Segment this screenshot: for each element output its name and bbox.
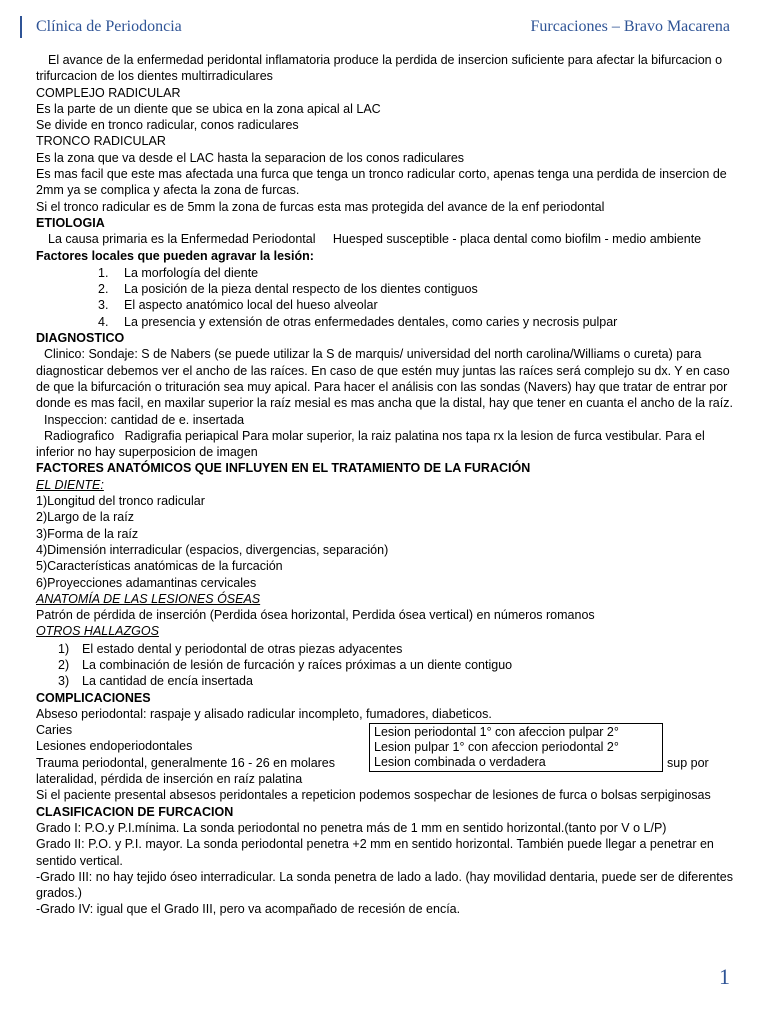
list-item: 3) La cantidad de encía insertada xyxy=(58,674,253,689)
trauma-line: Trauma periodontal, generalmente 16 - 26 en molares xyxy=(36,755,336,770)
grado-2: Grado II: P.O. y P.I. mayor. La sonda periodontal penetra +2 mm en sentido horizontal. También puede llegar a penetrar en sentido vertical. xyxy=(36,837,714,868)
etiologia-title: ETIOLOGIA xyxy=(36,215,105,230)
diente-item-6: 6)Proyecciones adamantinas cervicales xyxy=(36,575,257,590)
header-right-title: Furcaciones – Bravo Macarena xyxy=(530,18,730,35)
complejo-line-2: Se divide en tronco radicular, conos radiculares xyxy=(36,118,299,133)
otros-hallazgos-list xyxy=(36,641,736,690)
diagnostico-title: DIAGNOSTICO xyxy=(36,331,125,346)
lesiones-oseas-subtitle: ANATOMÍA DE LAS LESIONES ÓSEAS xyxy=(36,591,261,606)
document-body xyxy=(36,52,736,918)
box-line-3: Lesion combinada o verdadera xyxy=(374,755,546,770)
diagnostico-inspeccion: Inspeccion: cantidad de e. insertada xyxy=(44,412,245,427)
tronco-line-1: Es la zona que va desde el LAC hasta la separacion de los conos radiculares xyxy=(36,150,465,165)
tronco-line-3: Si el tronco radicular es de 5mm la zona de furcas esta mas protegida del avance de la enf periodontal xyxy=(36,199,605,214)
tronco-title: TRONCO RADICULAR xyxy=(36,134,166,149)
grado-3: -Grado III: no hay tejido óseo interradicular. La sonda penetra de lado a lado. (hay movilidad dentaria, puede ser de diferentes grados.) xyxy=(36,869,733,901)
page-number: 1 xyxy=(719,964,730,989)
grado-1: Grado I: P.O.y P.I.mínima. La sonda periodontal no penetra más de 1 mm en sentido horizontal.(tanto por V o L/P) xyxy=(36,820,667,835)
sup-por-text: sup por xyxy=(667,756,709,771)
diente-item-5: 5)Características anatómicas de la furcación xyxy=(36,559,283,574)
factores-list xyxy=(36,265,736,330)
diagnostico-radiografico: Radiografico Radigrafia periapical Para molar superior, la raiz palatina nos tapa rx la lesion de furca vestibular. Para el inferior no hay superposicion de imagen xyxy=(36,428,709,460)
el-diente-subtitle: EL DIENTE: xyxy=(36,477,104,492)
diente-item-2: 2)Largo de la raíz xyxy=(36,510,134,525)
box-line-2: Lesion pulpar 1° con afeccion periodontal 2° xyxy=(374,740,619,755)
abscesos-repeticion-line: Si el paciente presental absesos peridontales a repeticion podemos sospechar de lesiones de furca o bolsas serpiginosas xyxy=(36,788,711,803)
list-item: 3. El aspecto anatómico local del hueso alveolar xyxy=(98,298,378,313)
complicaciones-title: COMPLICACIONES xyxy=(36,690,151,705)
intro-paragraph: El avance de la enfermedad peridontal inflamatoria produce la perdida de insercion suficiente para afectar la bifurcacion o trifurcacion de los dientes multirradiculares xyxy=(36,53,723,84)
caries-line: Caries xyxy=(36,723,73,738)
clasificacion-title: CLASIFICACION DE FURCACION xyxy=(36,804,234,819)
header-left-title: Clínica de Periodoncia xyxy=(36,18,182,35)
diente-item-4: 4)Dimensión interradicular (espacios, divergencias, separación) xyxy=(36,542,389,557)
list-item: 2) La combinación de lesión de furcación y raíces próximas a un diente contiguo xyxy=(58,657,513,672)
endoperiodontal-box xyxy=(369,723,663,772)
factores-anatomicos-title: FACTORES ANATÓMICOS QUE INFLUYEN EN EL TRATAMIENTO DE LA FURACIÓN xyxy=(36,461,531,476)
endo-line: Lesiones endoperiodontales xyxy=(36,739,193,754)
list-item: 1) El estado dental y periodontal de otras piezas adyacentes xyxy=(58,641,403,656)
list-item: 2. La posición de la pieza dental respecto de los dientes contiguos xyxy=(98,282,478,297)
list-item: 4. La presencia y extensión de otras enfermedades dentales, como caries y necrosis pulpar xyxy=(98,314,618,329)
factores-title: Factores locales que pueden agravar la lesión: xyxy=(36,248,314,263)
diente-item-1: 1)Longitud del tronco radicular xyxy=(36,494,205,509)
diagnostico-clinico: Clinico: Sondaje: S de Nabers (se puede utilizar la S de marquis/ universidad del north carolina/Williams o cureta) para diagnosticar debemos ver el ancho de las raíces. En caso de que estén muy juntas las raíces será complejo su dx. Y en caso de que la bifurcación o trituración sea muy apical. Para hacer el análisis con las sondas (Navers) hay que tratar de entrar por donde es mas facil, en maxilar superior la raíz mesial es mas ancha que la distal, hay que tener en cuanta el ancho de la raíz. xyxy=(36,347,733,411)
page-header xyxy=(20,16,730,38)
diente-item-3: 3)Forma de la raíz xyxy=(36,526,139,541)
otros-hallazgos-subtitle: OTROS HALLAZGOS xyxy=(36,624,159,639)
complicaciones-block xyxy=(36,722,736,787)
list-item: 1. La morfología del diente xyxy=(98,265,259,280)
grado-4: -Grado IV: igual que el Grado III, pero va acompañado de recesión de encía. xyxy=(36,902,461,917)
absceso-line: Abseso periodontal: raspaje y alisado radicular incompleto, fumadores, diabeticos. xyxy=(36,706,492,721)
complejo-title: COMPLEJO RADICULAR xyxy=(36,85,181,100)
box-line-1: Lesion periodontal 1° con afeccion pulpar 2° xyxy=(374,725,619,740)
etiologia-line: La causa primaria es la Enfermedad Periodontal Huesped susceptible - placa dental como biofilm - medio ambiente xyxy=(48,232,702,247)
tronco-line-2: Es mas facil que este mas afectada una furca que tenga un tronco radicular corto, apenas tenga una perdida de insercion de 2mm ya se complica y afecta la zona de furcas. xyxy=(36,167,727,198)
complejo-line-1: Es la parte de un diente que se ubica en la zona apical al LAC xyxy=(36,101,381,116)
lesiones-oseas-line: Patrón de pérdida de inserción (Perdida ósea horizontal, Perdida ósea vertical) en números romanos xyxy=(36,608,595,623)
lateralidad-line: lateralidad, pérdida de inserción en raíz palatina xyxy=(36,772,303,787)
